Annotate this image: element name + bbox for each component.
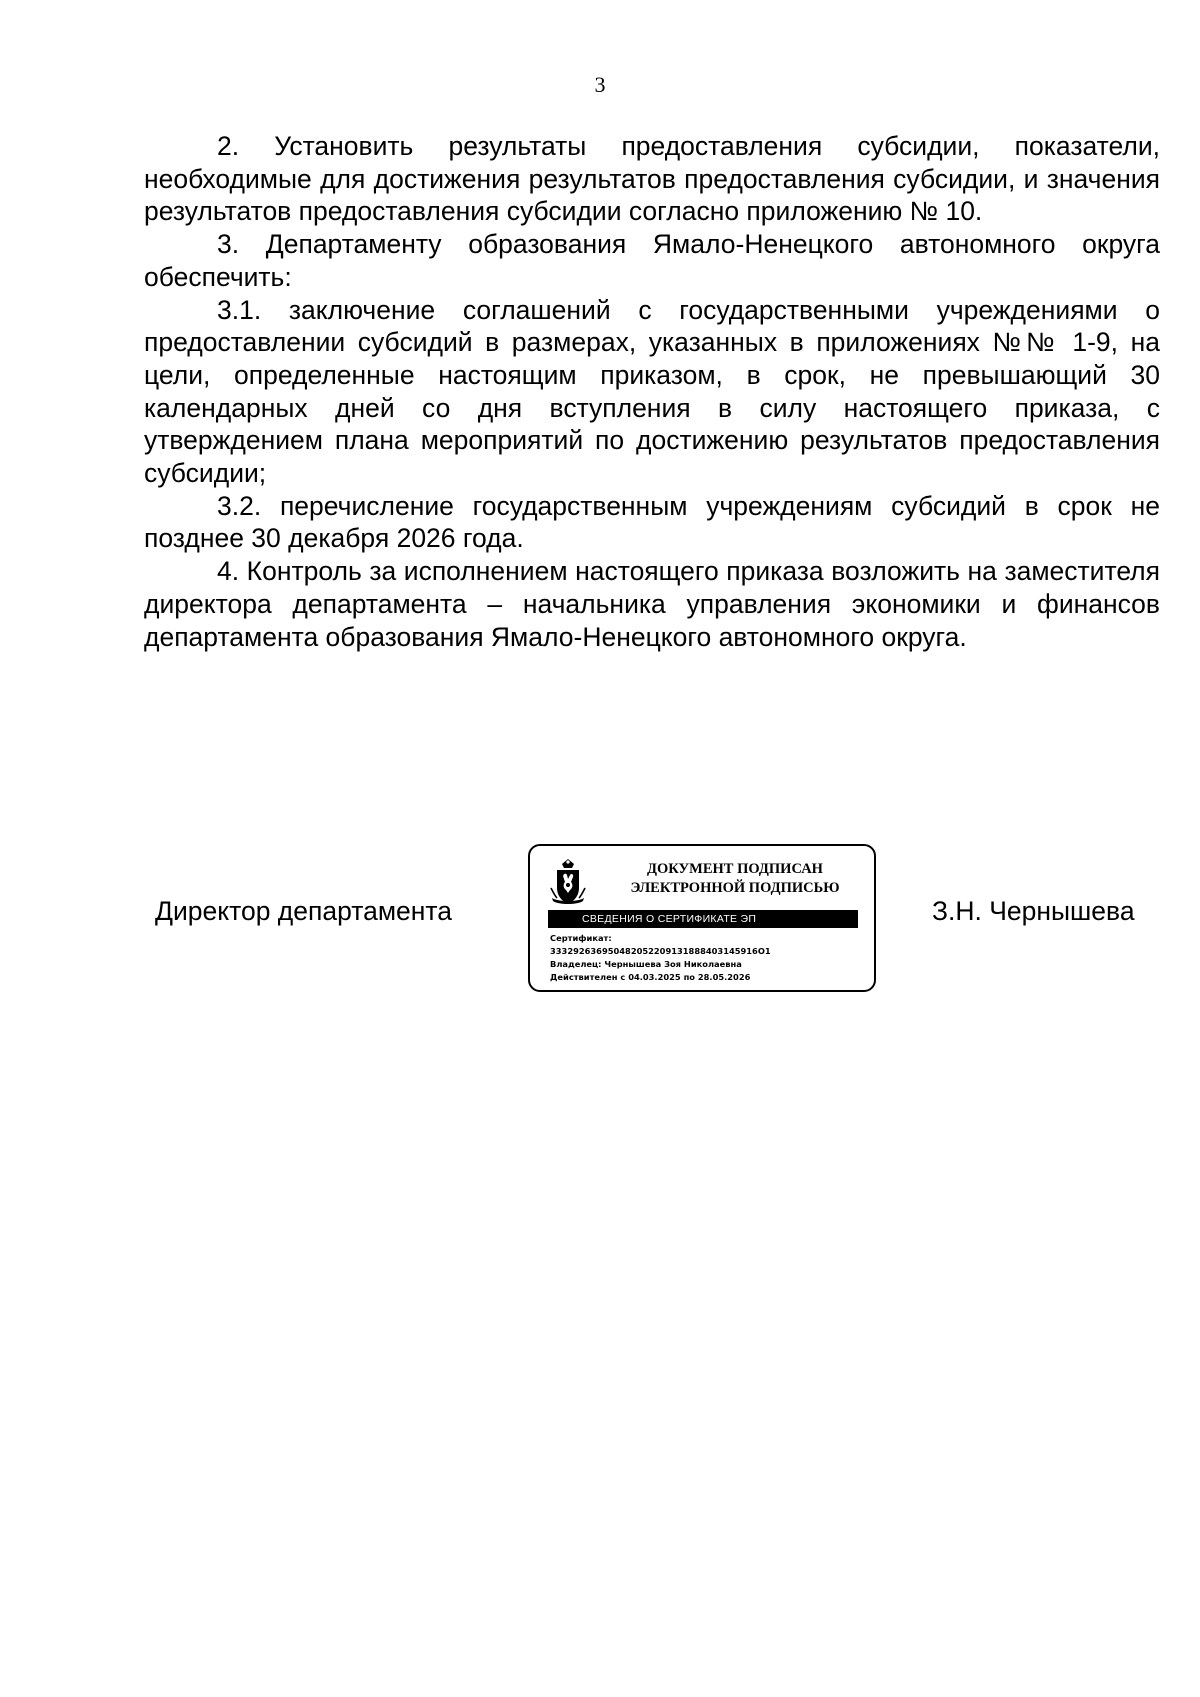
signatory-name: З.Н. Чернышева bbox=[932, 896, 1135, 926]
certificate-owner: Владелец: Чернышева Зоя Николаевна bbox=[550, 959, 742, 969]
signatory-position: Директор департамента bbox=[155, 896, 452, 926]
page-number: 3 bbox=[594, 72, 606, 97]
electronic-signature-stamp bbox=[528, 844, 876, 992]
certificate-details bbox=[550, 932, 870, 984]
paragraph-2: 2. Установить результаты предоставления субсидии, показатели, необходимые для достижения результатов предоставления субсидии, и значения результатов предоставления субсидии согласно приложению № 10. bbox=[144, 131, 1160, 227]
stamp-title-line-2: ЭЛЕКТРОННОЙ ПОДПИСЬЮ bbox=[630, 880, 840, 896]
paragraph-3-2: 3.2. перечисление государственным учреждениям субсидий в срок не позднее 30 декабря 2026 года. bbox=[144, 490, 1160, 554]
certificate-validity: Действителен с 04.03.2025 по 28.05.2026 bbox=[550, 972, 751, 982]
stamp-title-line-1: ДОКУМЕНТ ПОДПИСАН bbox=[647, 861, 823, 877]
coat-of-arms-icon bbox=[548, 858, 588, 908]
document-body bbox=[144, 130, 1160, 653]
paragraph-3: 3. Департаменту образования Ямало-Ненецкого автономного округа обеспечить: bbox=[144, 229, 1160, 292]
stamp-title bbox=[604, 860, 866, 898]
paragraph-3-1: 3.1. заключение соглашений с государственными учреждениями о предоставлении субсидий в размерах, указанных в приложениях №№ 1-9, на цели, определенные настоящим приказом, в срок, не превышающий 30 календарных дней со дня вступления в силу настоящего приказа, с утверждением плана мероприятий по достижению результатов предоставления субсидии; bbox=[144, 294, 1160, 489]
signature-block bbox=[0, 840, 1200, 1000]
certificate-label: Сертификат: bbox=[550, 933, 612, 943]
paragraph-4: 4. Контроль за исполнением настоящего приказа возложить на заместителя директора департамента – начальника управления экономики и финансов департамента образования Ямало-Ненецкого автономного округа. bbox=[144, 556, 1160, 652]
certificate-info-bar: СВЕДЕНИЯ О СЕРТИФИКАТЕ ЭП bbox=[548, 910, 858, 928]
certificate-number: 333292636950482052209131888403145916O1 bbox=[550, 946, 771, 956]
